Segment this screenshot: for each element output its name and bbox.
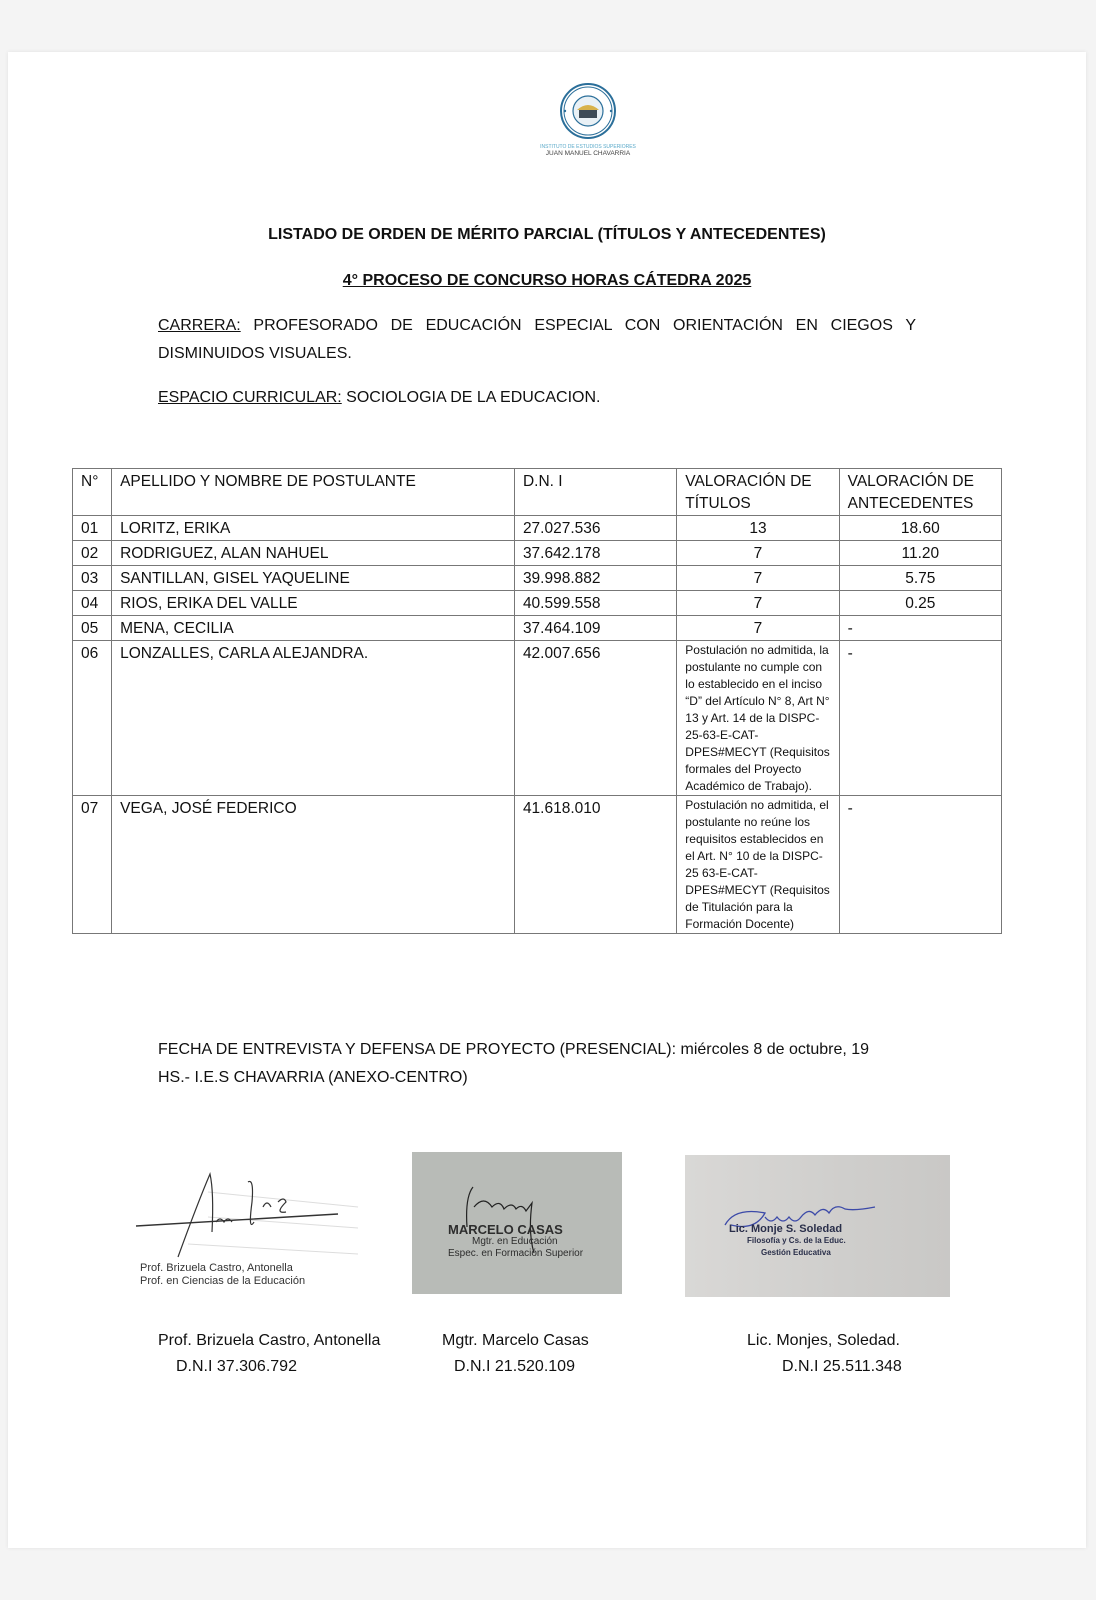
cell-dni: 27.027.536 (514, 516, 676, 541)
document-title: LISTADO DE ORDEN DE MÉRITO PARCIAL (TÍTULOS Y ANTECEDENTES) (268, 226, 826, 243)
table-row (73, 641, 1002, 796)
cell-dni: 37.642.178 (514, 541, 676, 566)
cell-name: RIOS, ERIKA DEL VALLE (112, 591, 515, 616)
cell-name: LONZALLES, CARLA ALEJANDRA. (112, 641, 515, 796)
merit-table (72, 468, 1002, 934)
cell-dni: 40.599.558 (514, 591, 676, 616)
cell-titulos: 7 (677, 541, 839, 566)
signatory-2-name: Mgtr. Marcelo Casas (442, 1332, 589, 1349)
document-page (8, 52, 1086, 1548)
interview-date (158, 1036, 916, 1092)
cell-antecedentes: - (839, 796, 1001, 934)
cell-antecedentes: - (839, 641, 1001, 796)
interview-date-line2: HS.- I.E.S CHAVARRIA (ANEXO-CENTRO) (158, 1069, 468, 1086)
signature-3-stamp: Lic. Monje S. Soledad Filosofía y Cs. de la Educ. Gestión Educativa (729, 1223, 846, 1257)
carrera-value: PROFESORADO DE EDUCACIÓN ESPECIAL CON ORIENTACIÓN EN CIEGOS Y DISMINUIDOS VISUALES. (158, 317, 916, 362)
cell-dni: 39.998.882 (514, 566, 676, 591)
signatory-3 (747, 1328, 902, 1380)
header-number: N° (73, 469, 112, 516)
institution-logo (528, 82, 648, 157)
signatory-1-name: Prof. Brizuela Castro, Antonella (158, 1332, 381, 1349)
carrera-label: CARRERA: (158, 317, 241, 334)
interview-date-line1: FECHA DE ENTREVISTA Y DEFENSA DE PROYECTO (PRESENCIAL): miércoles 8 de octubre, 19 (158, 1041, 870, 1058)
cell-titulos: 13 (677, 516, 839, 541)
cell-number: 06 (73, 641, 112, 796)
cell-name: VEGA, JOSÉ FEDERICO (112, 796, 515, 934)
cell-titulos: 7 (677, 591, 839, 616)
institution-name-line1: INSTITUTO DE ESTUDIOS SUPERIORES (540, 144, 636, 150)
cell-dni: 37.464.109 (514, 616, 676, 641)
signature-block-3 (685, 1155, 950, 1297)
cell-number: 03 (73, 566, 112, 591)
signatory-1 (158, 1328, 380, 1380)
document-subtitle: 4° PROCESO DE CONCURSO HORAS CÁTEDRA 2025 (342, 272, 752, 289)
handwritten-signature-icon (128, 1162, 368, 1262)
institution-seal-icon (559, 82, 617, 140)
table-row (73, 541, 1002, 566)
espacio-label: ESPACIO CURRICULAR: (158, 389, 342, 406)
cell-number: 02 (73, 541, 112, 566)
cell-number: 04 (73, 591, 112, 616)
cell-titulos-note: Postulación no admitida, el postulante no reúne los requisitos establecidos en el Art. N° 10 de la DISPC-25 63-E-CAT-DPES#MECYT (Requisitos de Titulación para la Formación Docente) (677, 796, 839, 934)
table-row (73, 591, 1002, 616)
institution-name-line2: JUAN MANUEL CHAVARRIA (545, 150, 631, 157)
cell-antecedentes: 0.25 (839, 591, 1001, 616)
cell-antecedentes: 11.20 (839, 541, 1001, 566)
cell-name: RODRIGUEZ, ALAN NAHUEL (112, 541, 515, 566)
signatory-1-dni: D.N.I 37.306.792 (176, 1358, 297, 1375)
carrera-line (158, 312, 916, 368)
signatory-2 (442, 1328, 589, 1380)
table-row (73, 566, 1002, 591)
cell-antecedentes: - (839, 616, 1001, 641)
signatory-2-dni: D.N.I 21.520.109 (454, 1358, 575, 1375)
table-row (73, 516, 1002, 541)
header-name: APELLIDO Y NOMBRE DE POSTULANTE (112, 469, 515, 516)
cell-dni: 41.618.010 (514, 796, 676, 934)
signature-block-1 (128, 1162, 368, 1292)
cell-titulos: 7 (677, 616, 839, 641)
cell-titulos-note: Postulación no admitida, la postulante no cumple con lo establecido en el inciso “D” del Artículo N° 8, Art N° 13 y Art. 14 de la DISPC-25-63-E-CAT-DPES#MECYT (Requisitos formales del Proyecto Académico de Trabajo). (677, 641, 839, 796)
cell-name: LORITZ, ERIKA (112, 516, 515, 541)
cell-name: MENA, CECILIA (112, 616, 515, 641)
cell-antecedentes: 18.60 (839, 516, 1001, 541)
signature-2-stamp: MARCELO CASAS Mgtr. en Educación Espec. en Formación Superior (448, 1222, 584, 1259)
table-row (73, 616, 1002, 641)
table-header-row (73, 469, 1002, 516)
cell-antecedentes: 5.75 (839, 566, 1001, 591)
espacio-curricular-line (158, 384, 916, 412)
header-titulos: VALORACIÓN DE TÍTULOS (677, 469, 839, 516)
header-antecedentes: VALORACIÓN DE ANTECEDENTES (839, 469, 1001, 516)
cell-dni: 42.007.656 (514, 641, 676, 796)
cell-name: SANTILLAN, GISEL YAQUELINE (112, 566, 515, 591)
signature-1-stamp: Prof. Brizuela Castro, Antonella Prof. en Ciencias de la Educación (140, 1262, 306, 1287)
signature-block-2 (412, 1152, 622, 1294)
cell-number: 07 (73, 796, 112, 934)
cell-titulos: 7 (677, 566, 839, 591)
signatory-3-dni: D.N.I 25.511.348 (782, 1358, 902, 1375)
header-dni: D.N. I (514, 469, 676, 516)
cell-number: 01 (73, 516, 112, 541)
cell-number: 05 (73, 616, 112, 641)
signatory-3-name: Lic. Monjes, Soledad. (747, 1332, 900, 1349)
espacio-value: SOCIOLOGIA DE LA EDUCACION. (341, 389, 601, 406)
table-row (73, 796, 1002, 934)
